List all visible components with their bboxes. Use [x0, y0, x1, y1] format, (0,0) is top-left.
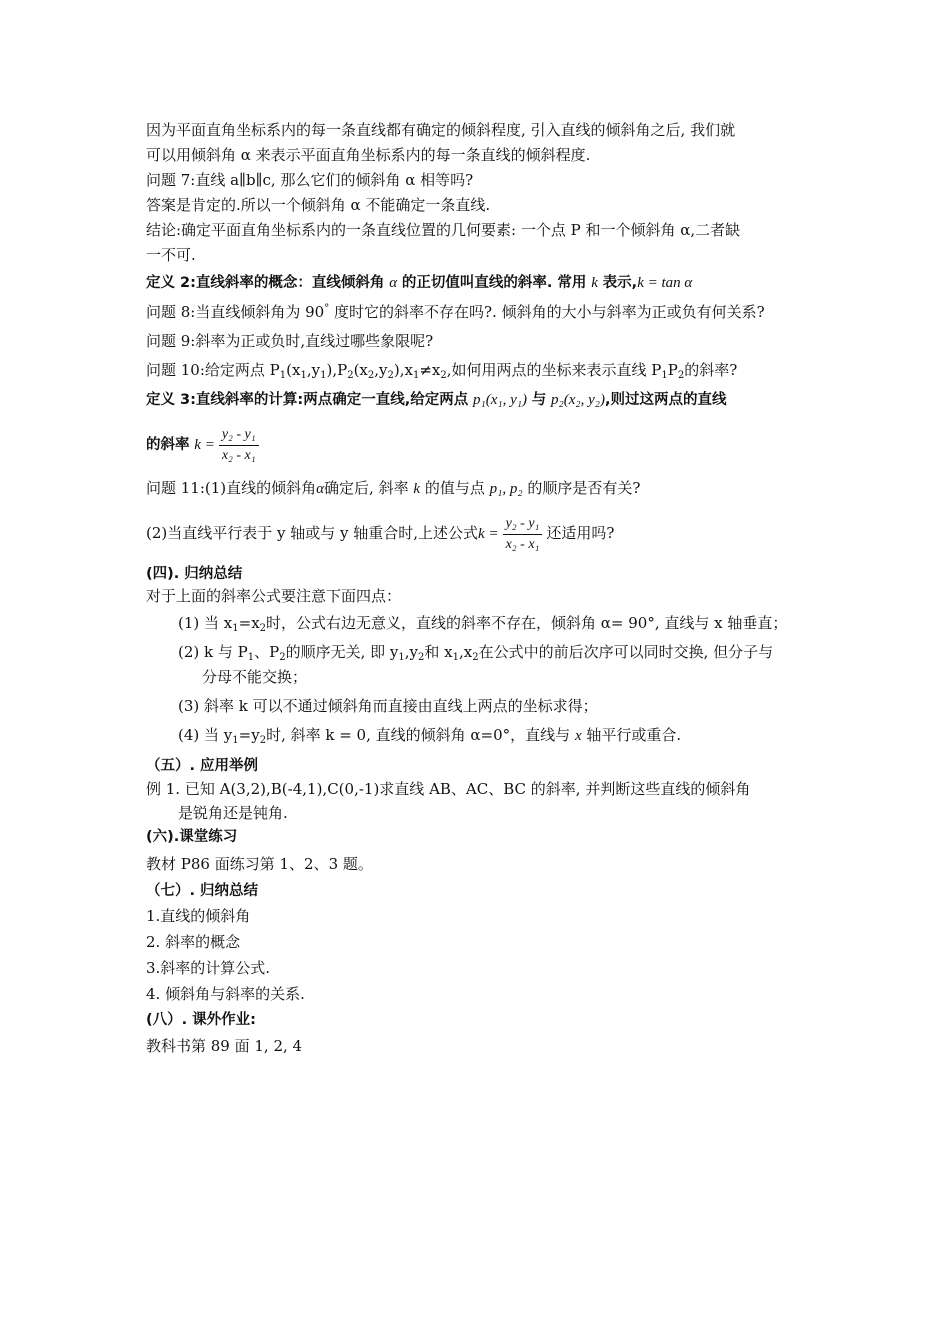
homework: 教科书第 89 面 1, 2, 4 — [146, 1037, 303, 1055]
summary-item: 2. 斜率的概念 — [146, 933, 241, 951]
question-9: 问题 9:斜率为正或负时,直线过哪些象限呢? — [146, 332, 434, 350]
section-6-body: 教材 P86 面练习第 1、2、3 题。 — [146, 855, 373, 873]
example-1-cont: 是锐角还是钝角. — [178, 804, 288, 822]
answer-line: 答案是肯定的.所以一个倾斜角 α 不能确定一条直线. — [146, 196, 491, 214]
section-5-title: （五）. 应用举例 — [146, 758, 259, 774]
note-item-4: (4) 当 $y_1=y_2$时, 斜率 k = 0, 直线的倾斜角 α=0°，直线与 x 轴平行或重合. — [178, 726, 682, 746]
slope-formula: k = tan α — [637, 275, 693, 291]
note-item-2-cont: 分母不能交换； — [202, 668, 308, 686]
question-7: 问题 7:直线 a∥b∥c, 那么它们的倾斜角 α 相等吗? — [146, 171, 474, 189]
summary-item: 3.斜率的计算公式. — [146, 959, 271, 977]
paragraph-line: 可以用倾斜角 α 来表示平面直角坐标系内的每一条直线的倾斜程度. — [146, 146, 591, 164]
section-4-intro: 对于上面的斜率公式要注意下面四点： — [146, 587, 402, 605]
question-11-part-1: 问题 11:(1)直线的倾斜角α确定后, 斜率 k 的值与点 p₁, p₂ 的顺序是否有关? — [146, 479, 641, 497]
question-10: 问题 10:给定两点 $P_1(x_1,y_1),P_2(x_2,y_2),x_1\ne x_2$,如何用两点的坐标来表示直线 $P_1P_2$的斜率? — [146, 361, 738, 381]
definition-2: 定义 2:直线斜率的概念：直线倾斜角 α 的正切值叫直线的斜率. 常用 k 表示,k = tan α — [146, 275, 693, 291]
slope-fraction: $\frac{\text{y₂ - y₁}}{\text{x₂ - x₁}}$ — [219, 425, 259, 466]
section-7-title: （七）. 归纳总结 — [146, 883, 259, 899]
example-1: 例 1. 已知 A(3,2),B(-4,1),C(0,-1)求直线 AB、AC、BC 的斜率, 并判断这些直线的倾斜角 — [146, 780, 751, 798]
summary-item: 4. 倾斜角与斜率的关系. — [146, 985, 305, 1003]
section-4-title: (四). 归纳总结 — [146, 566, 243, 582]
question-8: 问题 8:当直线倾斜角为 90° 度时它的斜率不存在吗?. 倾斜角的大小与斜率为正或负有何关系? — [146, 303, 765, 321]
question-11-part-2: (2)当直线平行表于 y 轴或与 y 轴重合时,上述公式k = $\frac{\text{y₂ - y₁}}{\text{x₂ - x₁}}$ 还适用吗? — [146, 510, 826, 557]
note-item-3: (3) 斜率 k 可以不通过倾斜角而直接由直线上两点的坐标求得； — [178, 697, 598, 715]
section-8-title: (八）. 课外作业: — [146, 1012, 256, 1028]
conclusion-line: 结论:确定平面直角坐标系内的一条直线位置的几何要素: 一个点 P 和一个倾斜角 α,二者缺 — [146, 221, 741, 239]
summary-item: 1.直线的倾斜角 — [146, 907, 251, 925]
definition-3-formula: 的斜率 k = $\frac{\text{y₂ - y₁}}{\text{x₂ - x₁}}$ — [146, 421, 826, 468]
note-item-1: (1) 当 $x_1=x_2$时，公式右边无意义，直线的斜率不存在，倾斜角 α= 90°, 直线与 x 轴垂直； — [178, 614, 788, 634]
document-page — [146, 118, 826, 1059]
definition-3: 定义 3:直线斜率的计算:两点确定一直线,给定两点 p₁(x₁, y₁) 与 p₂(x₂, y₂),则过这两点的直线 — [146, 392, 727, 408]
conclusion-line: 一不可. — [146, 246, 196, 264]
slope-fraction: $\frac{\text{y₂ - y₁}}{\text{x₂ - x₁}}$ — [503, 514, 543, 555]
section-6-title: (六).课堂练习 — [146, 829, 238, 845]
note-item-2: (2) k 与 $P_1$、$P_2$的顺序无关, 即 $y_1,y_2$和 $x_1,x_2$在公式中的前后次序可以同时交换, 但分子与 — [178, 643, 774, 663]
paragraph-line: 因为平面直角坐标系内的每一条直线都有确定的倾斜程度, 引入直线的倾斜角之后, 我们就 — [146, 121, 736, 139]
